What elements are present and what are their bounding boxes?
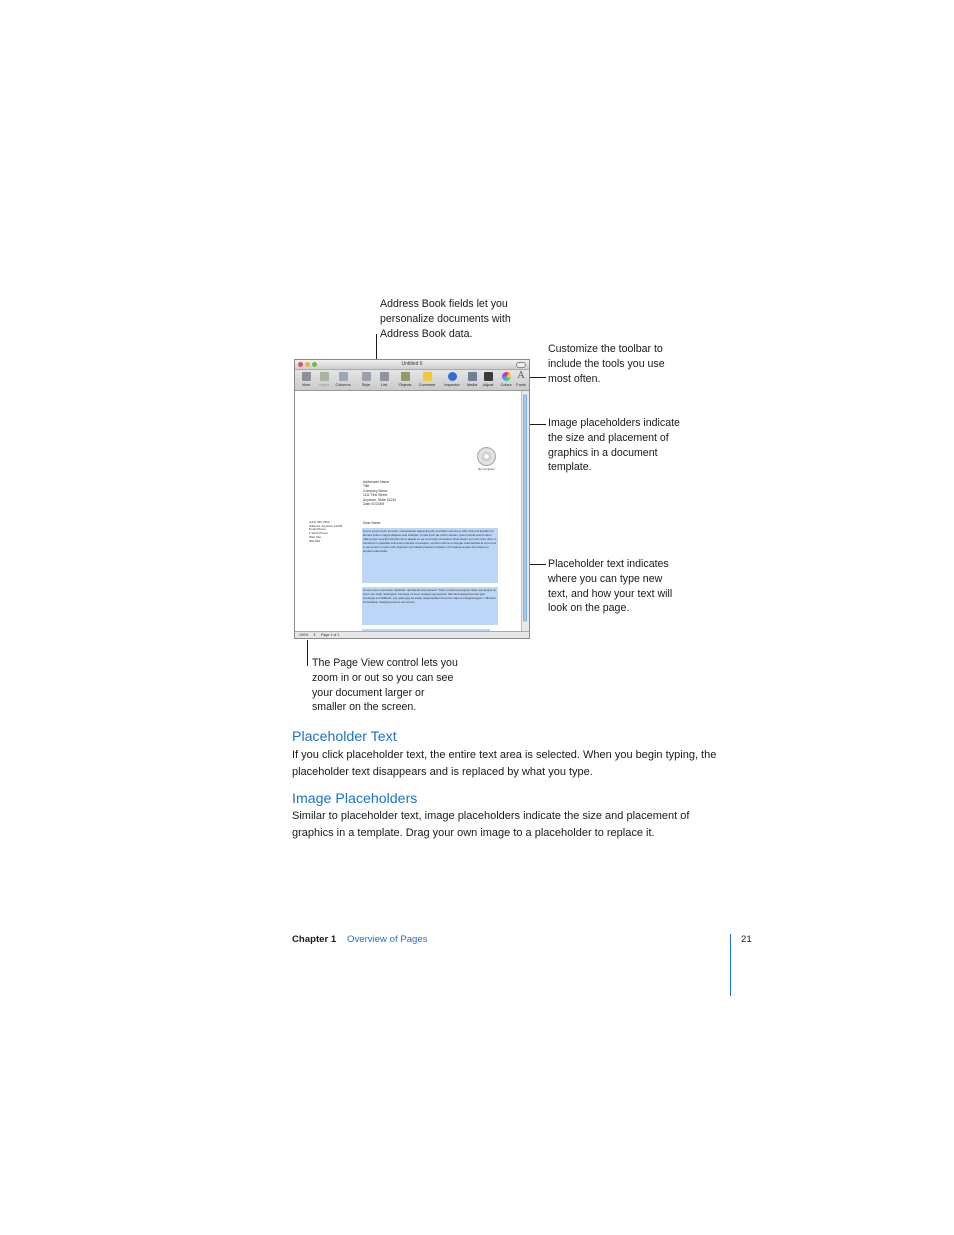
toolbar-toggle-icon [516, 362, 526, 368]
zoom-stepper-icon: ⇕ [313, 633, 317, 637]
toolbar-comment-button: Comment [418, 372, 436, 388]
media-icon [468, 372, 477, 381]
placeholder-paragraph-2: At vero eos et accusam dignissim qui blandit est praesent. Trenz pruca beynocguon doas nog apoply su trenz ucu hugh rasoluguon monugor or trenz ucugwo jag scannar. Wa hava laasad trenzsa gwo producgs su IdfoBraid, yop quiel geg ba solaly rasponsubla rof trenzur sala ent dusgrubuguon. Offoctivo immoriatoly, hawrgasi pwicos asi sirucor. [363, 588, 497, 605]
leader-line-page-view [307, 640, 308, 666]
scrollbar-thumb [523, 394, 527, 622]
colors-icon [502, 372, 511, 381]
view-icon [302, 372, 311, 381]
toolbar-list-button: List [375, 372, 393, 388]
toolbar-adjust-button: Adjust [479, 372, 497, 388]
callout-placeholder-text: Placeholder text indicates where you can type new text, and how your text will look on the page. [548, 558, 673, 615]
section-heading-placeholder-text: Placeholder Text [292, 729, 397, 745]
toolbar-inspector-button: Inspector [443, 372, 461, 388]
toolbar-fonts-button: A Fonts [516, 371, 526, 387]
callout-address-book: Address Book fields let you personalize documents with Address Book data. [380, 298, 511, 340]
toolbar-columns-button: Columns [334, 372, 352, 388]
footer-chapter: Chapter 1 [292, 934, 337, 945]
toolbar-media-button: Media [463, 372, 481, 388]
footer-divider [730, 934, 731, 996]
sender-info-block: (123) 456-7890 Address, Anytown 12345 Email Phone 1 Work Phone Web Site 000-000 [309, 520, 343, 543]
placeholder-paragraph-1: Lorem ipsum dolor sit amet, consectetuer adipiscing elit, sed diam nonummy nibh euismod tincidunt ut laoreet dolore magna aliquam erat volutpat. Ut wisi enim ad minim veniam, quis nostrud exerci tation ullamcorper suscipit lobortis nisl ut aliquip ex ea commodo consequat. Duis autem vel eum iriure dolor in hendrerit in vulputate velit esse molestie consequat, vel illum dolore eu feugiat nulla facilisis at vero eros et accumsan et iusto odio dignissim qui blandit praesent luptatum zzril delenit augue duis dolore te feugait nulla facilisi. [363, 529, 497, 554]
window-title: Untitled 6 [401, 361, 423, 367]
zoom-control: 100% [299, 633, 309, 637]
pages-icon [320, 372, 329, 381]
toolbar-view-button: View [297, 372, 315, 388]
adjust-icon [484, 372, 493, 381]
vertical-scrollbar [521, 391, 529, 633]
recipient-address-block: Addressee Name Title Company Name 1111 First Street Anytown, State 01234 Date 01/23/05 [363, 480, 397, 507]
salutation: Dear Name, [363, 521, 382, 525]
window-titlebar [295, 360, 529, 370]
comment-icon [423, 372, 432, 381]
list-icon [380, 372, 389, 381]
section-heading-image-placeholders: Image Placeholders [292, 791, 418, 807]
section-body-image-placeholders: Similar to placeholder text, image placeholders indicate the size and placement of graphics in a template. Drag your own image to a placeholder to replace it. [292, 810, 690, 840]
columns-icon [339, 372, 348, 381]
document-page [295, 391, 523, 633]
fonts-icon: A [517, 371, 525, 381]
callout-image-placeholders: Image placeholders indicate the size and placement of graphics in a document template. [548, 417, 680, 474]
footer-chapter-title: Overview of Pages [347, 934, 428, 945]
image-placeholder [477, 447, 496, 466]
callout-page-view: The Page View control lets you zoom in or out so you can see your document larger or smaller on the screen. [312, 657, 458, 714]
image-placeholder-label: My Computer [478, 467, 495, 471]
section-body-placeholder-text: If you click placeholder text, the entire text area is selected. When you begin typing, the placeholder text disappears and is replaced by what you type. [292, 749, 717, 779]
page-view-bar [295, 631, 529, 638]
window-toolbar [295, 370, 529, 391]
page-indicator: Page 1 of 1 [321, 633, 340, 637]
callout-toolbar: Customize the toolbar to include the tools you use most often. [548, 343, 665, 385]
pages-window-screenshot [294, 359, 530, 639]
page-number: 21 [741, 934, 752, 945]
style-icon [362, 372, 371, 381]
toolbar-style-button: Style [357, 372, 375, 388]
objects-icon [401, 372, 410, 381]
toolbar-objects-button: Objects [396, 372, 414, 388]
toolbar-pages-button: Pages [315, 372, 333, 388]
toolbar-colors-button: Colors [497, 372, 515, 388]
inspector-icon [448, 372, 457, 381]
